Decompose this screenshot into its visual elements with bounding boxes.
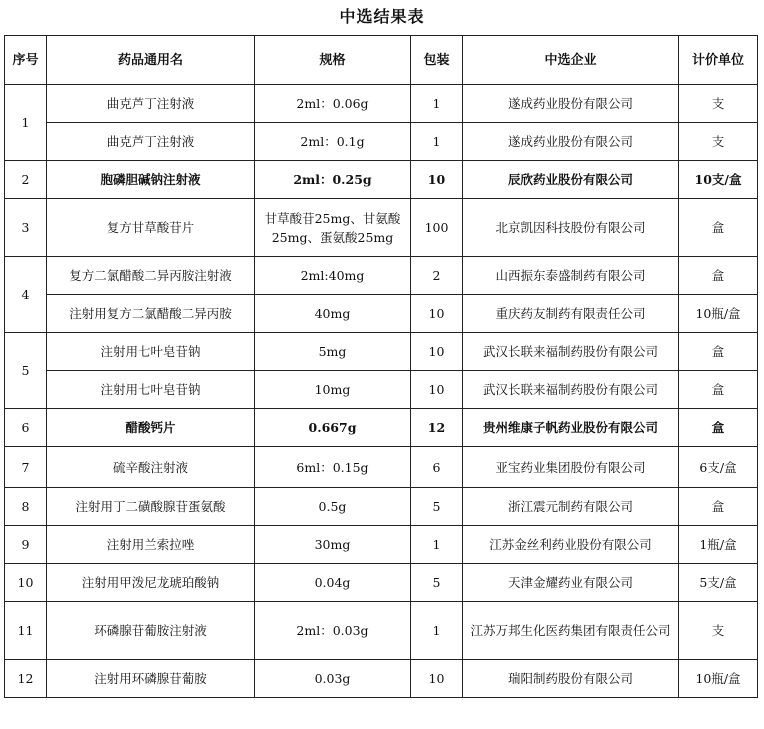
drug-company: 重庆药友制药有限责任公司 <box>463 295 679 333</box>
header-company: 中选企业 <box>463 36 679 85</box>
table-row <box>5 199 758 257</box>
page-title: 中选结果表 <box>339 7 425 26</box>
drug-spec: 6ml：0.15g <box>255 447 411 488</box>
table-row <box>5 161 758 199</box>
drug-pack: 10 <box>411 295 463 333</box>
drug-company: 山西振东泰盛制药有限公司 <box>463 257 679 295</box>
drug-unit: 1瓶/盒 <box>679 526 758 564</box>
drug-spec: 0.5g <box>255 488 411 526</box>
drug-name: 注射用复方二氯醋酸二异丙胺 <box>47 295 255 333</box>
header-spec: 规格 <box>255 36 411 85</box>
drug-name: 注射用七叶皂苷钠 <box>47 333 255 371</box>
drug-company: 武汉长联来福制药股份有限公司 <box>463 333 679 371</box>
drug-company: 浙江震元制药有限公司 <box>463 488 679 526</box>
drug-company: 天津金耀药业有限公司 <box>463 564 679 602</box>
drug-company: 贵州维康子帆药业股份有限公司 <box>463 409 679 447</box>
drug-name: 曲克芦丁注射液 <box>47 85 255 123</box>
drug-name: 曲克芦丁注射液 <box>47 123 255 161</box>
drug-spec: 0.04g <box>255 564 411 602</box>
drug-pack: 1 <box>411 123 463 161</box>
table-row <box>5 409 758 447</box>
drug-name: 醋酸钙片 <box>47 409 255 447</box>
table-row <box>5 660 758 698</box>
drug-name: 注射用环磷腺苷葡胺 <box>47 660 255 698</box>
drug-pack: 12 <box>411 409 463 447</box>
row-no: 3 <box>5 199 47 257</box>
drug-company: 辰欣药业股份有限公司 <box>463 161 679 199</box>
drug-pack: 100 <box>411 199 463 257</box>
drug-pack: 1 <box>411 85 463 123</box>
row-no: 5 <box>5 333 47 409</box>
drug-spec: 10mg <box>255 371 411 409</box>
drug-company: 江苏万邦生化医药集团有限责任公司 <box>463 602 679 660</box>
drug-pack: 2 <box>411 257 463 295</box>
row-no: 11 <box>5 602 47 660</box>
row-no: 1 <box>5 85 47 161</box>
drug-company: 亚宝药业集团股份有限公司 <box>463 447 679 488</box>
row-no: 7 <box>5 447 47 488</box>
drug-pack: 10 <box>411 660 463 698</box>
drug-spec: 40mg <box>255 295 411 333</box>
drug-company: 江苏金丝利药业股份有限公司 <box>463 526 679 564</box>
drug-unit: 支 <box>679 85 758 123</box>
table-row <box>5 602 758 660</box>
drug-unit: 10瓶/盒 <box>679 295 758 333</box>
drug-unit: 盒 <box>679 371 758 409</box>
table-row <box>5 564 758 602</box>
drug-name: 复方二氯醋酸二异丙胺注射液 <box>47 257 255 295</box>
results-table <box>4 35 758 698</box>
drug-pack: 5 <box>411 488 463 526</box>
drug-name: 胞磷胆碱钠注射液 <box>47 161 255 199</box>
row-no: 12 <box>5 660 47 698</box>
table-row <box>5 123 758 161</box>
table-row <box>5 295 758 333</box>
drug-spec: 30mg <box>255 526 411 564</box>
drug-name: 环磷腺苷葡胺注射液 <box>47 602 255 660</box>
row-no: 4 <box>5 257 47 333</box>
table-row <box>5 257 758 295</box>
drug-company: 北京凯因科技股份有限公司 <box>463 199 679 257</box>
drug-spec: 0.667g <box>255 409 411 447</box>
drug-spec: 2ml：0.06g <box>255 85 411 123</box>
header-no: 序号 <box>5 36 47 85</box>
drug-name: 注射用甲泼尼龙琥珀酸钠 <box>47 564 255 602</box>
table-row <box>5 371 758 409</box>
table-row <box>5 526 758 564</box>
row-no: 10 <box>5 564 47 602</box>
table-row <box>5 447 758 488</box>
drug-company: 遂成药业股份有限公司 <box>463 123 679 161</box>
drug-unit: 盒 <box>679 257 758 295</box>
drug-unit: 6支/盒 <box>679 447 758 488</box>
row-no: 2 <box>5 161 47 199</box>
drug-spec: 甘草酸苷25mg、甘氨酸25mg、蛋氨酸25mg <box>255 199 411 257</box>
header-unit: 计价单位 <box>679 36 758 85</box>
drug-pack: 10 <box>411 333 463 371</box>
drug-unit: 支 <box>679 602 758 660</box>
drug-unit: 盒 <box>679 488 758 526</box>
header-name: 药品通用名 <box>47 36 255 85</box>
drug-name: 复方甘草酸苷片 <box>47 199 255 257</box>
drug-unit: 5支/盒 <box>679 564 758 602</box>
row-no: 9 <box>5 526 47 564</box>
drug-spec: 2ml：0.03g <box>255 602 411 660</box>
drug-unit: 盒 <box>679 199 758 257</box>
drug-spec: 2ml:40mg <box>255 257 411 295</box>
drug-pack: 1 <box>411 602 463 660</box>
drug-name: 注射用兰索拉唑 <box>47 526 255 564</box>
table-row <box>5 85 758 123</box>
drug-spec: 2ml：0.25g <box>255 161 411 199</box>
table-row <box>5 488 758 526</box>
drug-spec: 0.03g <box>255 660 411 698</box>
drug-spec: 5mg <box>255 333 411 371</box>
drug-pack: 10 <box>411 371 463 409</box>
table-header-row <box>5 36 758 85</box>
header-pack: 包装 <box>411 36 463 85</box>
drug-company: 遂成药业股份有限公司 <box>463 85 679 123</box>
drug-spec: 2ml：0.1g <box>255 123 411 161</box>
table-row <box>5 333 758 371</box>
drug-company: 瑞阳制药股份有限公司 <box>463 660 679 698</box>
drug-name: 注射用丁二磺酸腺苷蛋氨酸 <box>47 488 255 526</box>
drug-pack: 6 <box>411 447 463 488</box>
drug-unit: 10支/盒 <box>679 161 758 199</box>
drug-name: 硫辛酸注射液 <box>47 447 255 488</box>
drug-pack: 5 <box>411 564 463 602</box>
drug-unit: 盒 <box>679 409 758 447</box>
drug-unit: 10瓶/盒 <box>679 660 758 698</box>
drug-pack: 1 <box>411 526 463 564</box>
row-no: 6 <box>5 409 47 447</box>
drug-company: 武汉长联来福制药股份有限公司 <box>463 371 679 409</box>
drug-unit: 盒 <box>679 333 758 371</box>
drug-pack: 10 <box>411 161 463 199</box>
drug-unit: 支 <box>679 123 758 161</box>
drug-name: 注射用七叶皂苷钠 <box>47 371 255 409</box>
row-no: 8 <box>5 488 47 526</box>
